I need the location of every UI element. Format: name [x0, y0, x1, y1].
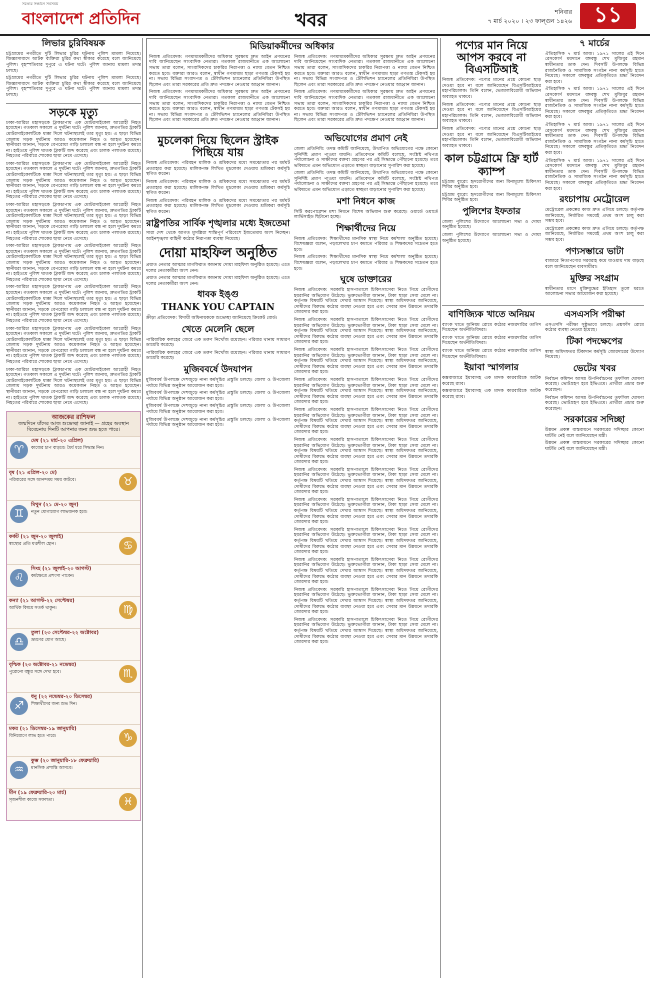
horoscope-item — [7, 724, 140, 756]
story-body: ব্যাংক খাতে অনিয়ম রোধে কঠোর নজরদারির তাগিদ দিয়েছেন অর্থনীতিবিদরা। — [442, 335, 541, 347]
right-column — [442, 38, 644, 978]
zodiac-icon: ♑ — [119, 729, 137, 747]
zodiac-text: ভ্রমণের যোগ আছে। — [31, 637, 66, 643]
story-body: নিজস্ব প্রতিবেদক: গণমাধ্যমকর্মীদের অধিকার সুরক্ষায় দ্রুত আইন প্রণয়নের দাবি জানিয়েছেন সাংবাদিক নেতারা। গতকাল রাজধানীতে এক আলোচনা সভায় তারা বলেন, সাংবাদিকদের চাকরির নিরাপত্তা ও ন্যায্য বেতন নিশ্চিত করতে হবে। বক্তারা আরও বলেন, স্বাধীন গণমাধ্যম ছাড়া গণতন্ত্র টেকসই হয় না। সভায় বিভিন্ন সংবাদপত্র ও টেলিভিশন চ্যানেলের প্রতিনিধিরা উপস্থিত ছিলেন এবং তারা সরকারের প্রতি দ্রুত পদক্ষেপ নেওয়ার আহ্বান জানান। — [149, 54, 290, 88]
story-mosquito — [294, 198, 438, 221]
story-body: ঢাকা-আরিচা মহাসড়কে ট্রাকচাপায় এক মোটরসাইকেল আরোহী নিহত হয়েছেন। গতকাল সকালে এ দুর্ঘটনা ঘটে। পুলিশ জানায়, দ্রুতগতির ট্রাকটি মোটরসাইকেলটিকে ধাক্কা দিলে ঘটনাস্থলেই তার মৃত্যু হয়। এ ছাড়া বিভিন্ন জেলায় সড়ক দুর্ঘটনায় আরও কয়েকজন নিহত ও আহত হয়েছেন। স্থানীয়রা জানান, সড়কে বেপরোয়া গাড়ি চলাচল বন্ধ না হলে দুর্ঘটনা কমবে না। হাইওয়ে পুলিশ ঘাতক ট্রাকটি জব্দ করেছে এবং চালক পলাতক রয়েছে। নিহতের পরিবারে শোকের ছায়া নেমে এসেছে। — [6, 326, 141, 366]
story-body: ঢাকা-আরিচা মহাসড়কে ট্রাকচাপায় এক মোটরসাইকেল আরোহী নিহত হয়েছেন। গতকাল সকালে এ দুর্ঘটনা ঘটে। পুলিশ জানায়, দ্রুতগতির ট্রাকটি মোটরসাইকেলটিকে ধাক্কা দিলে ঘটনাস্থলেই তার মৃত্যু হয়। এ ছাড়া বিভিন্ন জেলায় সড়ক দুর্ঘটনায় আরও কয়েকজন নিহত ও আহত হয়েছেন। স্থানীয়রা জানান, সড়কে বেপরোয়া গাড়ি চলাচল বন্ধ না হলে দুর্ঘটনা কমবে না। হাইওয়ে পুলিশ ঘাতক ট্রাকটি জব্দ করেছে এবং চালক পলাতক রয়েছে। নিহতের পরিবারে শোকের ছায়া নেমে এসেছে। — [6, 285, 141, 324]
zodiac-sign: বৃশ্চিক (২৩ অক্টোবর-২১ নভেম্বর) — [9, 661, 77, 668]
story-no-proof — [294, 135, 438, 194]
story-body: পারিবারিক কলহের জেরে এক তরুণ নিখোঁজ রয়েছেন। পরিবার থানায় সাধারণ ডায়েরি করেছে। — [146, 337, 290, 349]
story-son — [146, 326, 290, 362]
horoscope-item — [7, 628, 140, 660]
story-body: ঢাকা-আরিচা মহাসড়কে ট্রাকচাপায় এক মোটরসাইকেল আরোহী নিহত হয়েছেন। গতকাল সকালে এ দুর্ঘটনা ঘটে। পুলিশ জানায়, দ্রুতগতির ট্রাকটি মোটরসাইকেলটিকে ধাক্কা দিলে ঘটনাস্থলেই তার মৃত্যু হয়। এ ছাড়া বিভিন্ন জেলায় সড়ক দুর্ঘটনায় আরও কয়েকজন নিহত ও আহত হয়েছেন। স্থানীয়রা জানান, সড়কে বেপরোয়া গাড়ি চলাচল বন্ধ না হলে দুর্ঘটনা কমবে না। হাইওয়ে পুলিশ ঘাতক ট্রাকটি জব্দ করেছে এবং চালক পলাতক রয়েছে। নিহতের পরিবারে শোকের ছায়া নেমে এসেছে। — [6, 161, 141, 201]
story-body: নিজস্ব প্রতিবেদক: সরকারি হাসপাতালে চিকিৎসাসেবা নিতে গিয়ে রোগীদের হয়রানির অভিযোগ উঠেছে। ভুক্তভোগীরা জানান, টাকা ছাড়া সেবা মেলে না। কর্তৃপক্ষ বিষয়টি খতিয়ে দেখার আশ্বাস দিয়েছে। স্বাস্থ্য অধিদফতর জানিয়েছে, দোষীদের বিরুদ্ধে কঠোর ব্যবস্থা নেওয়া হবে এবং সেবার মান উন্নয়নে তদারকি জোরদার করা হবে। — [294, 497, 438, 526]
story-body: উন্নয়ন প্রকল্প বাস্তবায়নে সরকারের সদিচ্ছার কোনো ঘাটতি নেই বলে জানিয়েছেন মন্ত্রী। — [545, 428, 644, 439]
story-body: নিজস্ব প্রতিবেদক: সরকারি হাসপাতালে চিকিৎসাসেবা নিতে গিয়ে রোগীদের হয়রানির অভিযোগ উঠেছে। ভুক্তভোগীরা জানান, টাকা ছাড়া সেবা মেলে না। কর্তৃপক্ষ বিষয়টি খতিয়ে দেখার আশ্বাস দিয়েছে। স্বাস্থ্য অধিদফতর জানিয়েছে, দোষীদের বিরুদ্ধে কঠোর ব্যবস্থা নেওয়া হবে এবং সেবার মান উন্নয়নে তদারকি জোরদার করা হবে। — [294, 527, 438, 556]
zodiac-sign: মেষ (২১ মার্চ-২০ এপ্রিল) — [31, 437, 84, 444]
zodiac-sign: মিথুন (২১ মে-২০ জুন) — [31, 501, 79, 508]
horoscope-title: আজকের রাশিফল — [51, 413, 96, 421]
story-body: নিজস্ব প্রতিবেদক: গণমাধ্যমকর্মীদের অধিকার সুরক্ষায় দ্রুত আইন প্রণয়নের দাবি জানিয়েছেন সাংবাদিক নেতারা। গতকাল রাজধানীতে এক আলোচনা সভায় তারা বলেন, সাংবাদিকদের চাকরির নিরাপত্তা ও ন্যায্য বেতন নিশ্চিত করতে হবে। বক্তারা আরও বলেন, স্বাধীন গণমাধ্যম ছাড়া গণতন্ত্র টেকসই হয় না। সভায় বিভিন্ন সংবাদপত্র ও টেলিভিশন চ্যানেলের প্রতিনিধিরা উপস্থিত ছিলেন এবং তারা সরকারের প্রতি দ্রুত পদক্ষেপ নেওয়ার আহ্বান জানান। — [149, 90, 290, 124]
horoscope-item — [7, 692, 140, 724]
story-body: মুজিববর্ষ উপলক্ষে দেশজুড়ে নানা কর্মসূচির প্রস্তুতি চলছে। জেলা ও উপজেলা পর্যায়ে বিভিন্ন অনুষ্ঠান আয়োজন করা হবে। — [146, 404, 290, 415]
horoscope-item — [7, 532, 140, 564]
middle-column — [146, 38, 438, 978]
headline[interactable]: লিভার চুরিবিষয়ক — [41, 39, 106, 49]
day-label: শনিবার — [554, 9, 572, 16]
headline[interactable]: মশা নিধনে কাজ — [336, 196, 396, 207]
story-liver — [6, 40, 141, 99]
horoscope-item — [7, 500, 140, 532]
headline[interactable]: সড়কে মৃত্যু — [49, 105, 98, 119]
headline[interactable]: ধাবক ইঙ্গু — [197, 290, 239, 301]
date-label: ৭ মার্চ ২০২০ । ২৩ ফাল্গুন ১৪২৬ — [487, 18, 572, 25]
story-body: চট্টগ্রামের নগরীতে দুটি লিভার চুরির ঘটনায় পুলিশ মামলা নিয়েছে। জিজ্ঞাসাবাদে আটক ব্যক্তিরা চুরির কথা স্বীকার করেছে বলে জানিয়েছে পুলিশ। বৃহস্পতিবার দুপুরে এ ঘটনা ঘটে। পুলিশ জানায় মামলা তদন্ত চলছে। — [6, 76, 141, 99]
logo-tagline: সত্যের সন্ধানে সবসময় — [22, 1, 59, 6]
story-body: নিজস্ব প্রতিবেদক: গণমাধ্যমকর্মীদের অধিকার সুরক্ষায় দ্রুত আইন প্রণয়নের দাবি জানিয়েছেন সাংবাদিক নেতারা। গতকাল রাজধানীতে এক আলোচনা সভায় তারা বলেন, সাংবাদিকদের চাকরির নিরাপত্তা ও ন্যায্য বেতন নিশ্চিত করতে হবে। বক্তারা আরও বলেন, স্বাধীন গণমাধ্যম ছাড়া গণতন্ত্র টেকসই হয় না। সভায় বিভিন্ন সংবাদপত্র ও টেলিভিশন চ্যানেলের প্রতিনিধিরা উপস্থিত ছিলেন এবং তারা সরকারের প্রতি দ্রুত পদক্ষেপ নেওয়ার আহ্বান জানান। — [294, 54, 435, 88]
story-body: চট্টগ্রাম ব্যুরো: হৃদরোগীদের জন্য বিনামূল্যে চিকিৎসা শিবির অনুষ্ঠিত হবে। — [442, 179, 541, 191]
zodiac-icon: ♋ — [119, 537, 137, 555]
story-body: ঢাকা-আরিচা মহাসড়কে ট্রাকচাপায় এক মোটরসাইকেল আরোহী নিহত হয়েছেন। গতকাল সকালে এ দুর্ঘটনা ঘটে। পুলিশ জানায়, দ্রুতগতির ট্রাকটি মোটরসাইকেলটিকে ধাক্কা দিলে ঘটনাস্থলেই তার মৃত্যু হয়। এ ছাড়া বিভিন্ন জেলায় সড়ক দুর্ঘটনায় আরও কয়েকজন নিহত ও আহত হয়েছেন। স্থানীয়রা জানান, সড়কে বেপরোয়া গাড়ি চলাচল বন্ধ না হলে দুর্ঘটনা কমবে না। হাইওয়ে পুলিশ ঘাতক ট্রাকটি জব্দ করেছে এবং চালক পলাতক রয়েছে। নিহতের পরিবারে শোকের ছায়া নেমে এসেছে। — [6, 244, 141, 283]
story-commerce — [442, 311, 541, 360]
headline[interactable]: দোয়া মাহফিল অনুষ্ঠিত — [158, 245, 278, 261]
zodiac-icon: ♐ — [10, 697, 28, 715]
story-body: স্বাধীনতার মাসে মুক্তিযুদ্ধের ইতিহাস তুলে ধরতে আলোচনা সভার আয়োজন করা হয়েছে। — [545, 286, 644, 298]
horoscope-item — [7, 468, 140, 500]
horoscope-intro: জন্মদিনে যাঁদের আজ শুভেচ্ছা জানাই — গ্রহের অবস্থান বিবেচনায় দিনটি আপনার জন্য শুভ হতে পারে। — [18, 420, 129, 433]
story-body: নিজস্ব প্রতিবেদক: সরকারি হাসপাতালে চিকিৎসাসেবা নিতে গিয়ে রোগীদের হয়রানির অভিযোগ উঠেছে। ভুক্তভোগীরা জানান, টাকা ছাড়া সেবা মেলে না। কর্তৃপক্ষ বিষয়টি খতিয়ে দেখার আশ্বাস দিয়েছে। স্বাস্থ্য অধিদফতর জানিয়েছে, দোষীদের বিরুদ্ধে কঠোর ব্যবস্থা নেওয়া হবে এবং সেবার মান উন্নয়নে তদারকি জোরদার করা হবে। — [294, 467, 438, 496]
zodiac-text: আর্থিক বিষয়ে সতর্ক থাকুন। — [9, 605, 57, 611]
horoscope-item — [7, 756, 140, 788]
story-body: ক্রীড়া প্রতিবেদক: বিদায়ী অধিনায়ককে শুভেচ্ছা জানিয়েছে ক্রিকেট বোর্ড। — [146, 316, 278, 322]
story-doa — [146, 247, 290, 288]
story-body: পারিবারিক কলহের জেরে এক তরুণ নিখোঁজ রয়েছেন। পরিবার থানায় সাধারণ ডায়েরি করেছে। — [146, 350, 290, 362]
zodiac-sign: তুলা (২৩ সেপ্টেম্বর-২২ অক্টোবর) — [31, 629, 99, 636]
story-vaccine — [545, 338, 644, 361]
headline[interactable]: ৭ মার্চের — [579, 39, 610, 49]
zodiac-text: বিনিয়োগে লাভ হতে পারে। — [9, 733, 57, 739]
zodiac-icon: ♍ — [119, 601, 137, 619]
story-body: বাজারে নিত্যপণ্যের সরবরাহ কমে যাওয়ায় দাম বাড়ছে বলে জানিয়েছেন ব্যবসায়ীরা। — [545, 259, 644, 271]
story-metro — [545, 196, 644, 243]
story-body: নিজস্ব প্রতিবেদক: শিক্ষার্থীদের মানসিক স্বাস্থ্য নিয়ে কর্মশালা অনুষ্ঠিত হয়েছে। বিশেষজ্ঞরা বলেন, পড়ালেখার চাপ কমাতে পরিবার ও শিক্ষকদের সচেতন হতে হবে। — [294, 255, 438, 272]
story-govt-will — [545, 416, 644, 452]
story-goods — [545, 248, 644, 271]
story-body: নিজস্ব প্রতিবেদক: গণমাধ্যমকর্মীদের অধিকার সুরক্ষায় দ্রুত আইন প্রণয়নের দাবি জানিয়েছেন সাংবাদিক নেতারা। গতকাল রাজধানীতে এক আলোচনা সভায় তারা বলেন, সাংবাদিকদের চাকরির নিরাপত্তা ও ন্যায্য বেতন নিশ্চিত করতে হবে। বক্তারা আরও বলেন, স্বাধীন গণমাধ্যম ছাড়া গণতন্ত্র টেকসই হয় না। সভায় বিভিন্ন সংবাদপত্র ও টেলিভিশন চ্যানেলের প্রতিনিধিরা উপস্থিত ছিলেন এবং তারা সরকারের প্রতি দ্রুত পদক্ষেপ নেওয়ার আহ্বান জানান। — [294, 90, 435, 124]
horoscope-item — [7, 660, 140, 692]
paper-logo[interactable] — [22, 1, 140, 33]
story-body: মেট্রোরেল প্রকল্পের কাজ দ্রুত এগিয়ে চলছে। কর্তৃপক্ষ জানিয়েছে, নির্ধারিত সময়েই প্রথম অংশ চালু করা সম্ভব হবে। — [545, 226, 644, 243]
headline[interactable]: ঘুষে ডাক্তারের — [340, 275, 392, 286]
zodiac-icon: ♎ — [10, 633, 28, 651]
section-title: খবর — [295, 10, 327, 31]
headline[interactable]: রংচাপায় মেট্রোরেল — [559, 195, 630, 206]
zodiac-text: মানসিক প্রশান্তি আসবে। — [31, 765, 73, 771]
story-body: ঢাকা-আরিচা মহাসড়কে ট্রাকচাপায় এক মোটরসাইকেল আরোহী নিহত হয়েছেন। গতকাল সকালে এ দুর্ঘটনা ঘটে। পুলিশ জানায়, দ্রুতগতির ট্রাকটি মোটরসাইকেলটিকে ধাক্কা দিলে ঘটনাস্থলেই তার মৃত্যু হয়। এ ছাড়া বিভিন্ন জেলায় সড়ক দুর্ঘটনায় আরও কয়েকজন নিহত ও আহত হয়েছেন। স্থানীয়রা জানান, সড়কে বেপরোয়া গাড়ি চলাচল বন্ধ না হলে দুর্ঘটনা কমবে না। হাইওয়ে পুলিশ ঘাতক ট্রাকটি জব্দ করেছে এবং চালক পলাতক রয়েছে। নিহতের পরিবারে শোকের ছায়া নেমে এসেছে। — [6, 120, 141, 160]
story-body: প্রয়াত নেতার আত্মার মাগফিরাত কামনায় দোয়া মাহফিল অনুষ্ঠিত হয়েছে। এতে দলের নেতাকর্মীরা অংশ নেন। — [146, 262, 290, 274]
story-body: ঐতিহাসিক ৭ মার্চ আজ। ১৯৭১ সালের এই দিনে রেসকোর্স ময়দানে বঙ্গবন্ধু শেখ মুজিবুর রহমান স্বাধীনতার ডাক দেন। দিবসটি উপলক্ষে বিভিন্ন রাজনৈতিক ও সামাজিক সংগঠন নানা কর্মসূচি হাতে নিয়েছে। সকালে বঙ্গবন্ধুর প্রতিকৃতিতে শ্রদ্ধা নিবেদন করা হবে। — [545, 123, 644, 156]
story-body: নিজস্ব প্রতিবেদক: পণ্যের মানের প্রশ্নে কোনো ছাড় দেওয়া হবে না বলে জানিয়েছেন বিএসটিআইয়ের মহাপরিচালক। তিনি বলেন, ভেজালবিরোধী অভিযান অব্যাহত থাকবে। — [442, 102, 541, 125]
story-body: নিজস্ব প্রতিবেদক: সরকারি হাসপাতালে চিকিৎসাসেবা নিতে গিয়ে রোগীদের হয়রানির অভিযোগ উঠেছে। ভুক্তভোগীরা জানান, টাকা ছাড়া সেবা মেলে না। কর্তৃপক্ষ বিষয়টি খতিয়ে দেখার আশ্বাস দিয়েছে। স্বাস্থ্য অধিদফতর জানিয়েছে, দোষীদের বিরুদ্ধে কঠোর ব্যবস্থা নেওয়া হবে এবং সেবার মান উন্নয়নে তদারকি জোরদার করা হবে। — [294, 587, 438, 616]
story-body: নিজস্ব প্রতিবেদক: পরিবহন মালিক ও শ্রমিকদের মধ্যে সমঝোতার পর ধর্মঘট প্রত্যাহার করা হয়েছে। মালিকপক্ষ লিখিত মুচলেকা দেওয়ায় শ্রমিকরা কর্মসূচি স্থগিত করেন। — [146, 179, 290, 197]
zodiac-text: নতুন যোগাযোগ লাভজনক হবে। — [31, 509, 88, 515]
story-body: নিজস্ব প্রতিবেদক: পরিবহন মালিক ও শ্রমিকদের মধ্যে সমঝোতার পর ধর্মঘট প্রত্যাহার করা হয়েছে। মালিকপক্ষ লিখিত মুচলেকা দেওয়ায় শ্রমিকরা কর্মসূচি স্থগিত করেন। — [146, 198, 290, 215]
story-media-rights — [146, 38, 438, 129]
story-body: মুজিববর্ষ উপলক্ষে দেশজুড়ে নানা কর্মসূচির প্রস্তুতি চলছে। জেলা ও উপজেলা পর্যায়ে বিভিন্ন অনুষ্ঠান আয়োজন করা হবে। — [146, 377, 290, 389]
story-body: জেলা পুলিশের উদ্যোগে আলোচনা সভা ও দোয়া অনুষ্ঠিত হয়েছে। — [442, 219, 541, 231]
story-body: কক্সবাজারে ইয়াবাসহ এক মাদক কারবারিকে আটক করেছে র‍্যাব। — [442, 376, 541, 387]
headline[interactable]: পণ্যের মান নিয়ে আপস করবে না বিএসটিআই — [455, 39, 528, 77]
story-mujib-year — [146, 366, 290, 429]
story-body: স্বাস্থ্য অধিদফতর টিকাদান কর্মসূচি জোরদারের উদ্যোগ নিয়েছে। — [545, 349, 644, 361]
headline[interactable]: ভেটের খবর — [573, 363, 616, 374]
story-body: ব্যাংক খাতে অনিয়ম রোধে কঠোর নজরদারির তাগিদ দিয়েছেন অর্থনীতিবিদরা। — [442, 349, 541, 360]
story-body: ঐতিহাসিক ৭ মার্চ আজ। ১৯৭১ সালের এই দিনে রেসকোর্স ময়দানে বঙ্গবন্ধু শেখ মুজিবুর রহমান স্বাধীনতার ডাক দেন। দিবসটি উপলক্ষে বিভিন্ন রাজনৈতিক ও সামাজিক সংগঠন নানা কর্মসূচি হাতে নিয়েছে। সকালে বঙ্গবন্ধুর প্রতিকৃতিতে শ্রদ্ধা নিবেদন করা হবে। — [545, 158, 644, 192]
story-body: নিজস্ব প্রতিবেদক: পরিবহন মালিক ও শ্রমিকদের মধ্যে সমঝোতার পর ধর্মঘট প্রত্যাহার করা হয়েছে। মালিকপক্ষ লিখিত মুচলেকা দেওয়ায় শ্রমিকরা কর্মসূচি স্থগিত করেন। — [146, 161, 290, 178]
story-body: এসএসসি পরীক্ষা সুষ্ঠুভাবে চলছে। প্রশ্নফাঁস রোধে কঠোর ব্যবস্থা নেওয়া হয়েছে। — [545, 322, 644, 334]
story-ssc — [545, 311, 644, 334]
headline[interactable]: সরকারের সদিচ্ছা — [564, 415, 625, 426]
page-number-badge: ১১ — [580, 3, 636, 29]
story-liberation — [545, 275, 644, 298]
headline[interactable]: খেতে মেলেনি ছেলে — [181, 324, 255, 335]
zodiac-sign: ধনু (২২ নভেম্বর-২০ ডিসেম্বর) — [31, 693, 93, 700]
headline[interactable]: মুচলেকা দিয়ে ছিলেন স্ট্রাইক পিছিয়ে যায় — [157, 134, 279, 160]
zodiac-text: সৃজনশীল কাজে সফলতা। — [9, 797, 54, 803]
story-body: মুজিববর্ষ উপলক্ষে দেশজুড়ে নানা কর্মসূচির প্রস্তুতি চলছে। জেলা ও উপজেলা পর্যায়ে বিভিন্ন অনুষ্ঠান আয়োজন করা হবে। — [146, 391, 290, 402]
story-body: নির্বাচন কমিশন আসন্ন উপনির্বাচনের তফসিল ঘোষণা করেছে। ভোটগ্রহণ হবে ইভিএমে। প্রার্থীরা প্রচার শুরু করেছেন। — [545, 395, 644, 412]
headline[interactable]: পণ্যসম্ভারে ভাটা — [565, 246, 624, 257]
zodiac-text: পুরোনো বন্ধুর সঙ্গে দেখা হবে। — [9, 669, 61, 675]
story-body: নিজস্ব প্রতিবেদক: সরকারি হাসপাতালে চিকিৎসাসেবা নিতে গিয়ে রোগীদের হয়রানির অভিযোগ উঠেছে। ভুক্তভোগীরা জানান, টাকা ছাড়া সেবা মেলে না। কর্তৃপক্ষ বিষয়টি খতিয়ে দেখার আশ্বাস দিয়েছে। স্বাস্থ্য অধিদফতর জানিয়েছে, দোষীদের বিরুদ্ধে কঠোর ব্যবস্থা নেওয়া হবে এবং সেবার মান উন্নয়নে তদারকি জোরদার করা হবে। — [294, 288, 438, 316]
headline[interactable]: অভিযোগের প্রমাণ নেই — [324, 134, 408, 145]
zodiac-icon: ♏ — [119, 665, 137, 683]
story-vote — [545, 365, 644, 412]
story-body: সিটি করপোরেশন মশা নিধনে বিশেষ অভিযান শুরু করেছে। ওয়ার্ডে ওয়ার্ডে লার্ভিসাইড ছিটানো হচ্ছে। — [294, 209, 438, 221]
story-body: নিজস্ব প্রতিবেদক: সরকারি হাসপাতালে চিকিৎসাসেবা নিতে গিয়ে রোগীদের হয়রানির অভিযোগ উঠেছে। ভুক্তভোগীরা জানান, টাকা ছাড়া সেবা মেলে না। কর্তৃপক্ষ বিষয়টি খতিয়ে দেখার আশ্বাস দিয়েছে। স্বাস্থ্য অধিদফতর জানিয়েছে, দোষীদের বিরুদ্ধে কঠোর ব্যবস্থা নেওয়া হবে এবং সেবার মান উন্নয়নে তদারকি জোরদার করা হবে। — [294, 437, 438, 466]
story-road-death — [6, 107, 141, 407]
story-heart-camp — [442, 153, 541, 204]
headline[interactable]: ইয়াবা স্মাগলার — [464, 363, 519, 374]
zodiac-icon: ♉ — [119, 473, 137, 491]
story-ijtema — [146, 220, 290, 243]
story-body: চট্টগ্রাম ব্যুরো: হৃদরোগীদের জন্য বিনামূল্যে চিকিৎসা শিবির অনুষ্ঠিত হবে। — [442, 192, 541, 204]
zodiac-sign: কুম্ভ (২০ জানুয়ারি-১৮ ফেব্রুয়ারি) — [31, 757, 100, 764]
horoscope-item — [7, 596, 140, 628]
story-body: ঐতিহাসিক ৭ মার্চ আজ। ১৯৭১ সালের এই দিনে রেসকোর্স ময়দানে বঙ্গবন্ধু শেখ মুজিবুর রহমান স্বাধীনতার ডাক দেন। দিবসটি উপলক্ষে বিভিন্ন রাজনৈতিক ও সামাজিক সংগঠন নানা কর্মসূচি হাতে নিয়েছে। সকালে বঙ্গবন্ধুর প্রতিকৃতিতে শ্রদ্ধা নিবেদন করা হবে। — [545, 51, 644, 85]
story-body: জেলা পুলিশের উদ্যোগে আলোচনা সভা ও দোয়া অনুষ্ঠিত হয়েছে। — [442, 233, 541, 244]
headline[interactable]: টিকা পদক্ষেপের — [566, 336, 623, 347]
headline[interactable]: মিডিয়াকর্মীদের অধিকার — [249, 42, 335, 52]
story-body: প্রয়াত নেতার আত্মার মাগফিরাত কামনায় দোয়া মাহফিল অনুষ্ঠিত হয়েছে। এতে দলের নেতাকর্মীরা অংশ নেন। — [146, 276, 290, 287]
zodiac-icon: ♊ — [10, 505, 28, 523]
story-body: মেট্রোরেল প্রকল্পের কাজ দ্রুত এগিয়ে চলছে। কর্তৃপক্ষ জানিয়েছে, নির্ধারিত সময়েই প্রথম অংশ চালু করা সম্ভব হবে। — [545, 208, 644, 225]
zodiac-icon: ♓ — [119, 793, 137, 811]
story-body: নিজস্ব প্রতিবেদক: পণ্যের মানের প্রশ্নে কোনো ছাড় দেওয়া হবে না বলে জানিয়েছেন বিএসটিআইয়ের মহাপরিচালক। তিনি বলেন, ভেজালবিরোধী অভিযান অব্যাহত থাকবে। — [442, 127, 541, 149]
logo-text: বাংলাদেশ প্রতিদিন — [22, 9, 140, 28]
column-divider — [142, 38, 143, 978]
story-body: ঢাকা-আরিচা মহাসড়কে ট্রাকচাপায় এক মোটরসাইকেল আরোহী নিহত হয়েছেন। গতকাল সকালে এ দুর্ঘটনা ঘটে। পুলিশ জানায়, দ্রুতগতির ট্রাকটি মোটরসাইকেলটিকে ধাক্কা দিলে ঘটনাস্থলেই তার মৃত্যু হয়। এ ছাড়া বিভিন্ন জেলায় সড়ক দুর্ঘটনায় আরও কয়েকজন নিহত ও আহত হয়েছেন। স্থানীয়রা জানান, সড়কে বেপরোয়া গাড়ি চলাচল বন্ধ না হলে দুর্ঘটনা কমবে না। হাইওয়ে পুলিশ ঘাতক ট্রাকটি জব্দ করেছে এবং চালক পলাতক রয়েছে। নিহতের পরিবারে শোকের ছায়া নেমে এসেছে। — [6, 203, 141, 242]
divider — [442, 305, 644, 306]
headline[interactable]: মুজিববর্ষে উদযাপন — [183, 365, 253, 376]
story-body: মুজিববর্ষ উপলক্ষে দেশজুড়ে নানা কর্মসূচির প্রস্তুতি চলছে। জেলা ও উপজেলা পর্যায়ে বিভিন্ন অনুষ্ঠান আয়োজন করা হবে। — [146, 417, 290, 429]
zodiac-sign: কন্যা (২১ আগস্ট-২২ সেপ্টেম্বর) — [9, 597, 75, 604]
masthead — [0, 0, 650, 36]
zodiac-text: পরিবারের সঙ্গে আনন্দময় সময় কাটবে। — [9, 477, 76, 483]
zodiac-sign: মকর (২১ ডিসেম্বর-১৯ জানুয়ারি) — [9, 725, 77, 732]
column-divider — [440, 38, 441, 978]
story-students — [294, 225, 438, 272]
story-body: জেলা প্রতিনিধি: তদন্ত কমিটি জানিয়েছে, উত্থাপিত অভিযোগের পক্ষে কোনো সুনির্দিষ্ট প্রমাণ পাওয়া যায়নি। প্রতিবেদনে কমিটি বলেছে, সংশ্লিষ্ট নথিপত্র পর্যালোচনা ও সাক্ষীদের বক্তব্য গ্রহণের পর এই সিদ্ধান্তে পৌঁছানো হয়েছে। তবে ভবিষ্যতে এমন অভিযোগ এড়াতে স্বচ্ছতা বাড়ানোর সুপারিশ করা হয়েছে। — [294, 146, 438, 169]
story-yaba — [442, 364, 541, 400]
story-body: চট্টগ্রামের নগরীতে দুটি লিভার চুরির ঘটনায় পুলিশ মামলা নিয়েছে। জিজ্ঞাসাবাদে আটক ব্যক্তিরা চুরির কথা স্বীকার করেছে বলে জানিয়েছে পুলিশ। বৃহস্পতিবার দুপুরে এ ঘটনা ঘটে। পুলিশ জানায় মামলা তদন্ত চলছে। — [6, 51, 141, 74]
story-body: ব্যাংক খাতে অনিয়ম রোধে কঠোর নজরদারির তাগিদ দিয়েছেন অর্থনীতিবিদরা। — [442, 322, 541, 334]
headline[interactable]: শিক্ষার্থীদের নিয়ে — [336, 223, 396, 234]
story-strike — [146, 135, 290, 216]
zodiac-sign: বৃষ (২১ এপ্রিল-২০ মে) — [9, 469, 57, 476]
story-7-march — [545, 40, 644, 192]
headline[interactable]: রাষ্ট্রপতির সার্বিক শৃঙ্খলার মধ্যে ইজতেমা — [146, 218, 290, 229]
story-body: ঢাকা-আরিচা মহাসড়কে ট্রাকচাপায় এক মোটরসাইকেল আরোহী নিহত হয়েছেন। গতকাল সকালে এ দুর্ঘটনা ঘটে। পুলিশ জানায়, দ্রুতগতির ট্রাকটি মোটরসাইকেলটিকে ধাক্কা দিলে ঘটনাস্থলেই তার মৃত্যু হয়। এ ছাড়া বিভিন্ন জেলায় সড়ক দুর্ঘটনায় আরও কয়েকজন নিহত ও আহত হয়েছেন। স্থানীয়রা জানান, সড়কে বেপরোয়া গাড়ি চলাচল বন্ধ না হলে দুর্ঘটনা কমবে না। হাইওয়ে পুলিশ ঘাতক ট্রাকটি জব্দ করেছে এবং চালক পলাতক রয়েছে। নিহতের পরিবারে শোকের ছায়া নেমে এসেছে। — [6, 367, 141, 407]
horoscope-item — [7, 788, 140, 820]
story-bsti — [442, 40, 541, 149]
story-runner — [146, 291, 290, 321]
zodiac-text: স্বাস্থ্যের প্রতি যত্নশীল হোন। — [9, 541, 56, 547]
story-body: নির্বাচন কমিশন আসন্ন উপনির্বাচনের তফসিল ঘোষণা করেছে। ভোটগ্রহণ হবে ইভিএমে। প্রার্থীরা প্রচার শুরু করেছেন। — [545, 376, 644, 393]
story-body: নিজস্ব প্রতিবেদক: সরকারি হাসপাতালে চিকিৎসাসেবা নিতে গিয়ে রোগীদের হয়রানির অভিযোগ উঠেছে। ভুক্তভোগীরা জানান, টাকা ছাড়া সেবা মেলে না। কর্তৃপক্ষ বিষয়টি খতিয়ে দেখার আশ্বাস দিয়েছে। স্বাস্থ্য অধিদফতর জানিয়েছে, দোষীদের বিরুদ্ধে কঠোর ব্যবস্থা নেওয়া হবে এবং সেবার মান উন্নয়নে তদারকি জোরদার করা হবে। — [294, 617, 438, 646]
horoscope-list — [7, 436, 140, 820]
zodiac-sign: মীন (১৯ ফেব্রুয়ারি-২০ মার্চ) — [9, 789, 67, 796]
headline[interactable]: এসএসসি পরীক্ষা — [564, 309, 625, 320]
zodiac-sign: কর্কট (২১ জুন-২০ জুলাই) — [9, 533, 64, 540]
story-body: নিজস্ব প্রতিবেদক: শিক্ষার্থীদের মানসিক স্বাস্থ্য নিয়ে কর্মশালা অনুষ্ঠিত হয়েছে। বিশেষজ্ঞরা বলেন, পড়ালেখার চাপ কমাতে পরিবার ও শিক্ষকদের সচেতন হতে হবে। — [294, 236, 438, 253]
zodiac-icon: ♒ — [10, 761, 28, 779]
horoscope-header — [7, 412, 140, 436]
horoscope-box — [6, 411, 141, 821]
story-body: নিজস্ব প্রতিবেদক: সরকারি হাসপাতালে চিকিৎসাসেবা নিতে গিয়ে রোগীদের হয়রানির অভিযোগ উঠেছে। ভুক্তভোগীরা জানান, টাকা ছাড়া সেবা মেলে না। কর্তৃপক্ষ বিষয়টি খতিয়ে দেখার আশ্বাস দিয়েছে। স্বাস্থ্য অধিদফতর জানিয়েছে, দোষীদের বিরুদ্ধে কঠোর ব্যবস্থা নেওয়া হবে এবং সেবার মান উন্নয়নে তদারকি জোরদার করা হবে। — [294, 377, 438, 406]
pull-quote: THANK YOU CAPTAIN — [161, 303, 275, 314]
story-body: সারা দেশ থেকে আগত মুসল্লিরা শান্তিপূর্ণ পরিবেশে ইজতেমায় অংশ নিচ্ছেন। আইনশৃঙ্খলা বাহিনী কঠোর নিরাপত্তা ব্যবস্থা নিয়েছে। — [146, 231, 290, 243]
zodiac-sign: সিংহ (২১ জুলাই-২০ আগস্ট) — [31, 565, 92, 572]
story-police — [442, 208, 541, 244]
story-body: জেলা প্রতিনিধি: তদন্ত কমিটি জানিয়েছে, উত্থাপিত অভিযোগের পক্ষে কোনো সুনির্দিষ্ট প্রমাণ পাওয়া যায়নি। প্রতিবেদনে কমিটি বলেছে, সংশ্লিষ্ট নথিপত্র পর্যালোচনা ও সাক্ষীদের বক্তব্য গ্রহণের পর এই সিদ্ধান্তে পৌঁছানো হয়েছে। তবে ভবিষ্যতে এমন অভিযোগ এড়াতে স্বচ্ছতা বাড়ানোর সুপারিশ করা হয়েছে। — [294, 171, 438, 194]
divider — [6, 103, 141, 104]
headline[interactable]: পুলিশের ইফতার — [462, 206, 521, 217]
zodiac-icon: ♈ — [10, 441, 28, 459]
zodiac-icon: ♌ — [10, 569, 28, 587]
story-body: নিজস্ব প্রতিবেদক: সরকারি হাসপাতালে চিকিৎসাসেবা নিতে গিয়ে রোগীদের হয়রানির অভিযোগ উঠেছে। ভুক্তভোগীরা জানান, টাকা ছাড়া সেবা মেলে না। কর্তৃপক্ষ বিষয়টি খতিয়ে দেখার আশ্বাস দিয়েছে। স্বাস্থ্য অধিদফতর জানিয়েছে, দোষীদের বিরুদ্ধে কঠোর ব্যবস্থা নেওয়া হবে এবং সেবার মান উন্নয়নে তদারকি জোরদার করা হবে। — [294, 407, 438, 436]
story-body: নিজস্ব প্রতিবেদক: সরকারি হাসপাতালে চিকিৎসাসেবা নিতে গিয়ে রোগীদের হয়রানির অভিযোগ উঠেছে। ভুক্তভোগীরা জানান, টাকা ছাড়া সেবা মেলে না। কর্তৃপক্ষ বিষয়টি খতিয়ে দেখার আশ্বাস দিয়েছে। স্বাস্থ্য অধিদফতর জানিয়েছে, দোষীদের বিরুদ্ধে কঠোর ব্যবস্থা নেওয়া হবে এবং সেবার মান উন্নয়নে তদারকি জোরদার করা হবে। — [294, 557, 438, 586]
zodiac-text: কাজের চাপ বাড়বে। ধৈর্য ধরে সিদ্ধান্ত নিন। — [31, 445, 105, 451]
story-body: কক্সবাজারে ইয়াবাসহ এক মাদক কারবারিকে আটক করেছে র‍্যাব। — [442, 389, 541, 400]
horoscope-item — [7, 564, 140, 596]
story-body: উন্নয়ন প্রকল্প বাস্তবায়নে সরকারের সদিচ্ছার কোনো ঘাটতি নেই বলে জানিয়েছেন মন্ত্রী। — [545, 441, 644, 453]
headline[interactable]: কাল চট্টগ্রামে ফ্রি হার্ট ক্যাম্প — [444, 152, 539, 178]
headline[interactable]: বাণিজ্যিক খাতে অনিয়ম — [448, 309, 535, 320]
story-body: নিজস্ব প্রতিবেদক: পণ্যের মানের প্রশ্নে কোনো ছাড় দেওয়া হবে না বলে জানিয়েছেন বিএসটিআইয়ের মহাপরিচালক। তিনি বলেন, ভেজালবিরোধী অভিযান অব্যাহত থাকবে। — [442, 78, 541, 101]
headline[interactable]: মুক্তির সংগ্রাম — [570, 273, 619, 284]
story-body: নিজস্ব প্রতিবেদক: সরকারি হাসপাতালে চিকিৎসাসেবা নিতে গিয়ে রোগীদের হয়রানির অভিযোগ উঠেছে। ভুক্তভোগীরা জানান, টাকা ছাড়া সেবা মেলে না। কর্তৃপক্ষ বিষয়টি খতিয়ে দেখার আশ্বাস দিয়েছে। স্বাস্থ্য অধিদফতর জানিয়েছে, দোষীদের বিরুদ্ধে কঠোর ব্যবস্থা নেওয়া হবে এবং সেবার মান উন্নয়নে তদারকি জোরদার করা হবে। — [294, 348, 438, 376]
horoscope-item — [7, 436, 140, 468]
story-body: ঐতিহাসিক ৭ মার্চ আজ। ১৯৭১ সালের এই দিনে রেসকোর্স ময়দানে বঙ্গবন্ধু শেখ মুজিবুর রহমান স্বাধীনতার ডাক দেন। দিবসটি উপলক্ষে বিভিন্ন রাজনৈতিক ও সামাজিক সংগঠন নানা কর্মসূচি হাতে নিয়েছে। সকালে বঙ্গবন্ধুর প্রতিকৃতিতে শ্রদ্ধা নিবেদন করা হবে। — [545, 87, 644, 121]
dateline — [488, 8, 572, 26]
story-doctor-bribe — [294, 276, 438, 646]
zodiac-text: কর্মক্ষেত্রে প্রশংসা পাবেন। — [31, 573, 75, 579]
zodiac-text: শিক্ষার্থীদের জন্য শুভ দিন। — [31, 701, 78, 707]
story-body: নিজস্ব প্রতিবেদক: সরকারি হাসপাতালে চিকিৎসাসেবা নিতে গিয়ে রোগীদের হয়রানির অভিযোগ উঠেছে। ভুক্তভোগীরা জানান, টাকা ছাড়া সেবা মেলে না। কর্তৃপক্ষ বিষয়টি খতিয়ে দেখার আশ্বাস দিয়েছে। স্বাস্থ্য অধিদফতর জানিয়েছে, দোষীদের বিরুদ্ধে কঠোর ব্যবস্থা নেওয়া হবে এবং সেবার মান উন্নয়নে তদারকি জোরদার করা হবে। — [294, 318, 438, 346]
left-column — [6, 38, 141, 978]
